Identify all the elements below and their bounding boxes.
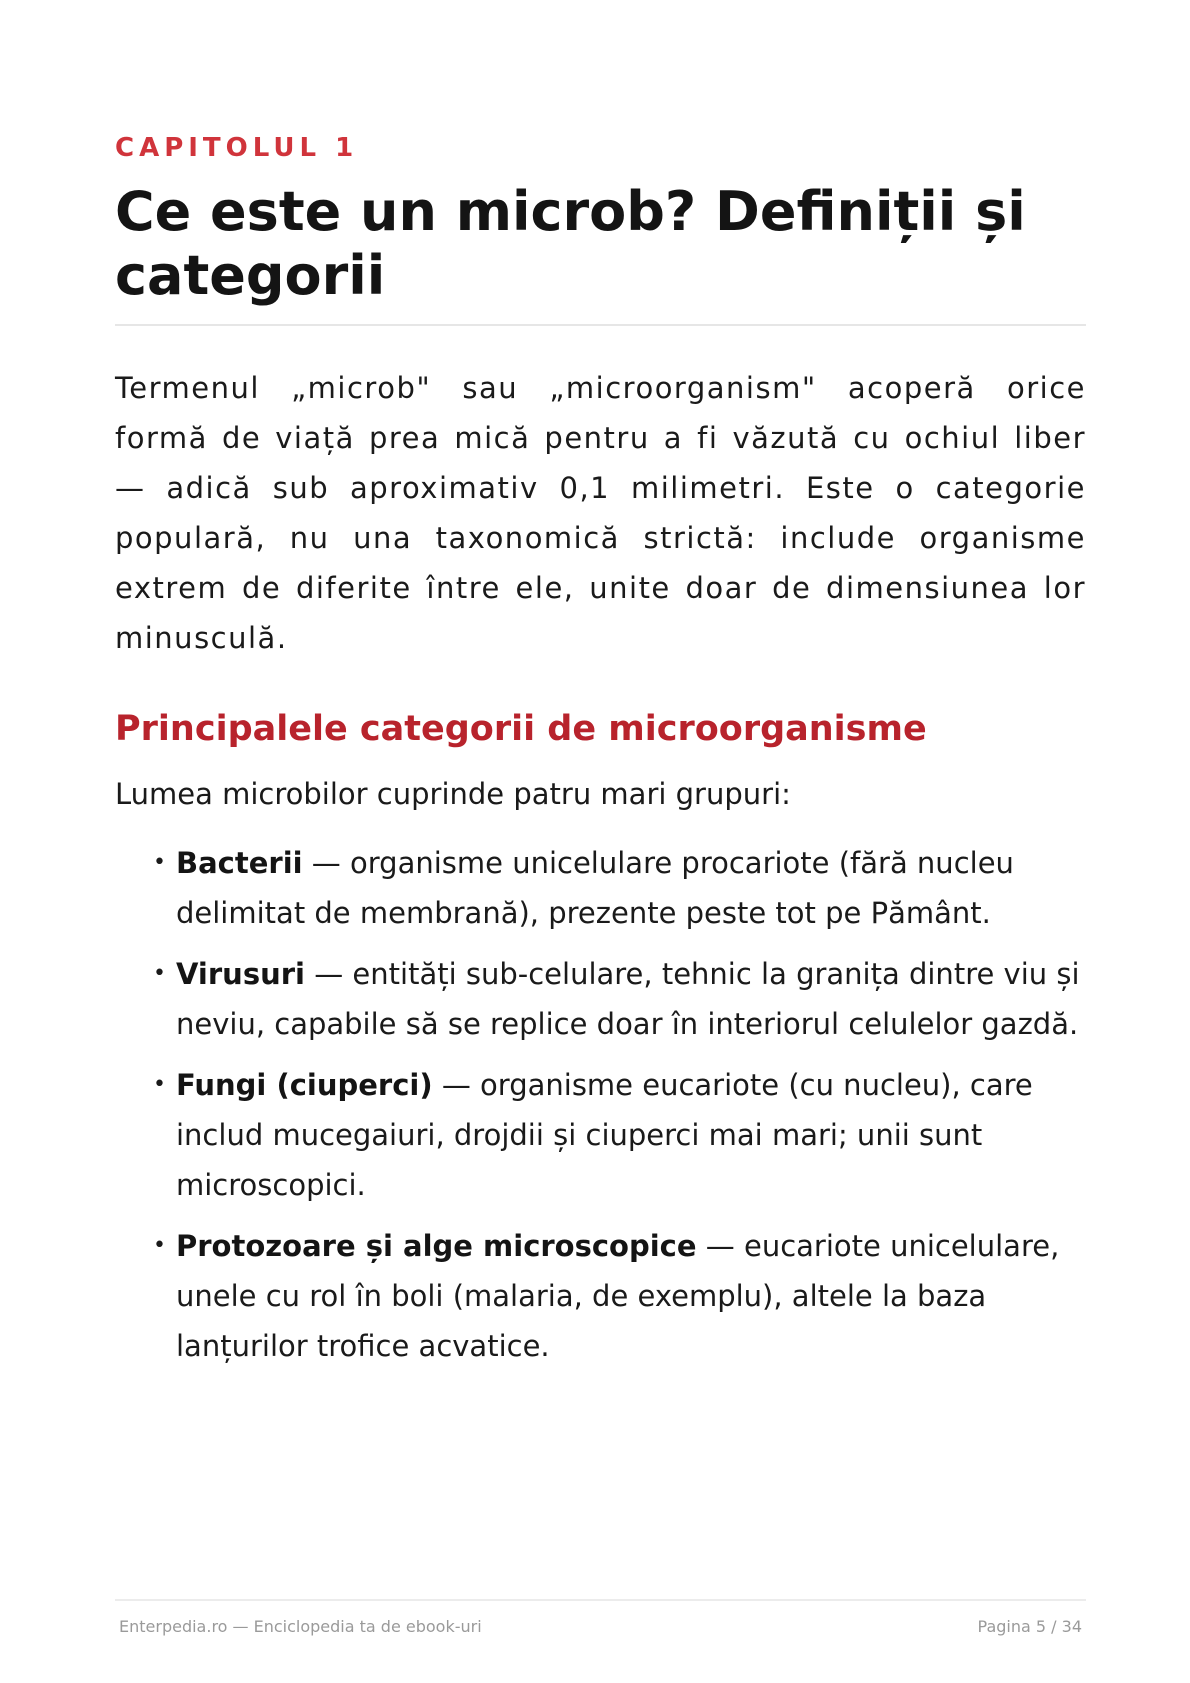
list-item-description: — eucariote unicelulare, unele cu rol în boli (malaria, de exemplu), altele la baza lanțurilor trofice acvatice. xyxy=(176,1229,1060,1363)
chapter-label: CAPITOLUL 1 xyxy=(115,133,359,163)
document-page xyxy=(115,0,1086,1683)
list-item-description: — organisme unicelulare procariote (fără nucleu delimitat de membrană), prezente peste tot pe Pământ. xyxy=(176,846,1014,930)
section-lead: Lumea microbilor cuprinde patru mari grupuri: xyxy=(115,777,791,811)
footer-site: Enterpedia.ro — Enciclopedia ta de ebook-uri xyxy=(119,1617,482,1636)
list-item-description: — entități sub-celulare, tehnic la granița dintre viu și neviu, capabile să se replice doar în interiorul celulelor gazdă. xyxy=(176,957,1080,1041)
bullet-icon: • xyxy=(153,961,166,986)
section-heading: Principalele categorii de microorganisme xyxy=(115,709,927,749)
title-divider xyxy=(115,324,1086,326)
list-item-description: — organisme eucariote (cu nucleu), care includ mucegaiuri, drojdii și ciuperci mai mari; unii sunt microscopici. xyxy=(176,1068,1033,1202)
footer-divider xyxy=(115,1599,1086,1601)
list-item-term: Bacterii xyxy=(176,846,303,880)
bullet-icon: • xyxy=(153,1072,166,1097)
list-item-protozoare xyxy=(115,1221,1086,1371)
chapter-title: Ce este un microb? Definiții și categorii xyxy=(115,180,1026,307)
list-item-term: Virusuri xyxy=(176,957,305,991)
intro-paragraph: Termenul „microb" sau „microorganism" acoperă orice formă de viață prea mică pentru a fi văzută cu ochiul liber — adică sub aproximativ 0,1 milimetri. Este o categorie populară, nu una taxonomică strictă: include organisme extrem de diferite între ele, unite doar de dimensiunea lor minusculă. xyxy=(115,371,1086,655)
footer-page-number: Pagina 5 / 34 xyxy=(977,1617,1082,1636)
list-item-fungi xyxy=(115,1060,1086,1210)
list-item-bacterii xyxy=(115,838,1086,938)
bullet-icon: • xyxy=(153,850,166,875)
list-item-virusuri xyxy=(115,949,1086,1049)
bullet-icon: • xyxy=(153,1233,166,1258)
list-item-term: Protozoare și alge microscopice xyxy=(176,1229,697,1263)
list-item-term: Fungi (ciuperci) xyxy=(176,1068,433,1102)
categories-list xyxy=(115,838,1086,1382)
